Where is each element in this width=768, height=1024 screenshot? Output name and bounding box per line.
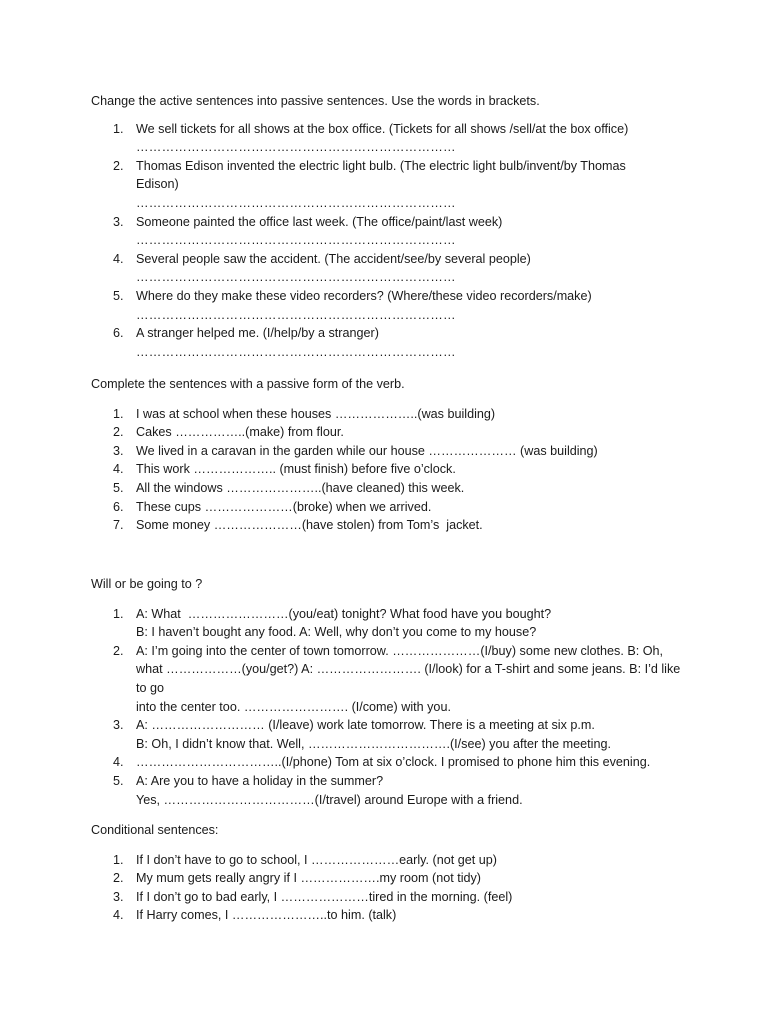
answer-blank: ………………………………………………………………… — [136, 233, 456, 248]
exercise-list — [91, 605, 691, 810]
item-text: B: I haven’t bought any food. A: Well, why don’t you come to my house? — [136, 625, 537, 640]
item-number: 3. — [113, 443, 124, 458]
item-text: These cups …………………(broke) when we arrived. — [136, 499, 432, 514]
item-number: 7. — [113, 518, 124, 533]
list-item — [91, 516, 691, 535]
answer-blank: ………………………………………………………………… — [136, 140, 456, 155]
exercise-list — [91, 120, 691, 362]
list-item — [91, 324, 691, 361]
answer-blank: ………………………………………………………………… — [136, 344, 456, 359]
passive-transform-section — [91, 92, 691, 361]
conditional-section — [91, 821, 691, 925]
list-item — [91, 157, 691, 213]
list-item — [91, 287, 691, 324]
item-text: Thomas Edison invented the electric light bulb. (The electric light bulb/invent/by Thomas — [136, 158, 626, 173]
list-item — [91, 716, 691, 753]
item-text: Someone painted the office last week. (The office/paint/last week) — [136, 214, 503, 229]
list-item — [91, 120, 691, 157]
item-number: 5. — [113, 773, 124, 788]
item-text: Several people saw the accident. (The accident/see/by several people) — [136, 251, 531, 266]
item-number: 5. — [113, 288, 124, 303]
answer-blank: ………………………………………………………………… — [136, 270, 456, 285]
passive-complete-section — [91, 375, 691, 535]
item-text: This work ……………….. (must finish) before five o’clock. — [136, 462, 456, 477]
list-item — [91, 250, 691, 287]
item-text: My mum gets really angry if I ……………….my room (not tidy) — [136, 871, 481, 886]
item-text: ……………………………..(I/phone) Tom at six o’clock. I promised to phone him this evening. — [136, 755, 651, 770]
list-item — [91, 605, 691, 642]
item-number: 1. — [113, 121, 124, 136]
item-text: Cakes ……………..(make) from flour. — [136, 425, 344, 440]
item-number: 2. — [113, 643, 124, 658]
item-text: into the center too. ……………………. (I/come) with you. — [136, 699, 451, 714]
list-item — [91, 405, 691, 424]
list-item — [91, 851, 691, 870]
list-item — [91, 423, 691, 442]
list-item — [91, 460, 691, 479]
item-number: 5. — [113, 480, 124, 495]
item-text: Where do they make these video recorders? (Where/these video recorders/make) — [136, 288, 592, 303]
item-text: A: Are you to have a holiday in the summer? — [136, 773, 384, 788]
section-instruction: Conditional sentences: — [91, 823, 219, 837]
item-text: A: What ……………………(you/eat) tonight? What food have you bought? — [136, 606, 552, 621]
item-number: 6. — [113, 326, 124, 341]
item-text: Yes, ………………………………(I/travel) around Europe with a friend. — [136, 792, 523, 807]
item-text: I was at school when these houses ………………..(was building) — [136, 406, 496, 421]
item-number: 6. — [113, 499, 124, 514]
section-instruction: Complete the sentences with a passive form of the verb. — [91, 377, 405, 391]
item-number: 1. — [113, 406, 124, 421]
list-item — [91, 442, 691, 461]
item-text: All the windows …………………..(have cleaned) this week. — [136, 480, 465, 495]
item-number: 2. — [113, 158, 124, 173]
list-item — [91, 906, 691, 925]
list-item — [91, 888, 691, 907]
item-text: B: Oh, I didn’t know that. Well, …………………………….(I/see) you after the meeting. — [136, 736, 611, 751]
item-text: If I don’t go to bad early, I …………………tired in the morning. (feel) — [136, 889, 513, 904]
answer-blank: ………………………………………………………………… — [136, 195, 456, 210]
item-text: If I don’t have to go to school, I …………………early. (not get up) — [136, 852, 497, 867]
list-item — [91, 479, 691, 498]
item-text: what ………………(you/get?) A: ……………………. (I/look) for a T-shirt and some jeans. B: I’d like to go — [136, 662, 684, 695]
item-text: We lived in a caravan in the garden while our house ………………… (was building) — [136, 443, 598, 458]
item-number: 3. — [113, 214, 124, 229]
item-number: 4. — [113, 908, 124, 923]
section-instruction: Change the active sentences into passive sentences. Use the words in brackets. — [91, 94, 540, 108]
item-number: 3. — [113, 889, 124, 904]
item-number: 4. — [113, 251, 124, 266]
answer-blank: ………………………………………………………………… — [136, 307, 456, 322]
list-item — [91, 642, 691, 716]
item-text: A: ……………………… (I/leave) work late tomorrow. There is a meeting at six p.m. — [136, 718, 595, 733]
list-item — [91, 772, 691, 809]
item-number: 2. — [113, 425, 124, 440]
item-number: 3. — [113, 718, 124, 733]
section-instruction: Will or be going to ? — [91, 577, 203, 591]
item-number: 4. — [113, 755, 124, 770]
item-text: A: I’m going into the center of town tomorrow. …………………(I/buy) some new clothes. B: Oh, — [136, 643, 664, 658]
item-number: 4. — [113, 462, 124, 477]
exercise-list — [91, 851, 691, 925]
list-item — [91, 753, 691, 772]
item-number: 1. — [113, 606, 124, 621]
item-text: If Harry comes, I …………………..to him. (talk) — [136, 908, 397, 923]
list-item — [91, 498, 691, 517]
will-going-to-section — [91, 575, 691, 809]
item-text: Edison) — [136, 177, 179, 192]
list-item — [91, 213, 691, 250]
item-number: 1. — [113, 852, 124, 867]
item-text: We sell tickets for all shows at the box office. (Tickets for all shows /sell/at the box office) — [136, 121, 629, 136]
exercise-list — [91, 405, 691, 535]
item-text: A stranger helped me. (I/help/by a stranger) — [136, 326, 379, 341]
item-text: Some money …………………(have stolen) from Tom’s jacket. — [136, 518, 483, 533]
item-number: 2. — [113, 871, 124, 886]
list-item — [91, 869, 691, 888]
